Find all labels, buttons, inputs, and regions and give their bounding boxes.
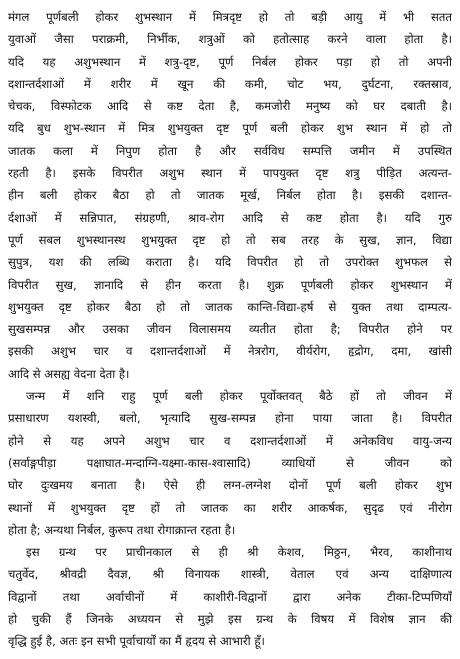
text-line: होने से यह अपने अशुभ चार व दशान्तर्दशाओं में अनेकविध वायु-जन्य [8,433,452,448]
text-line: स्थानों में शुभयुक्त दृष्ट हों तो जातक का शरीर आकर्षक, सुदृढ एवं नीरोग [8,500,452,515]
paragraph-shani-rahu [8,385,452,541]
text-line: पूर्ण सबल शुभस्थानस्थ शुभयुक्त दृष्ट हो तो सब तरह के सुख, ज्ञान, विद्या [8,232,452,247]
text-line: सुखसम्पन्न और उसका जीवन विलासमय व्यतीत होता है; विपरीत होने पर [8,322,452,337]
text-line: विद्वानों तथा अर्वाचीनों में काशीरी-विद्वानों द्वारा अनेक टीका-टिप्पणियाँ [8,589,452,604]
text-line: रहती है। इसके विपरीत अशुभ स्थान में पापयुक्त दृष्ट शत्रु पीड़ित अत्यन्त- [8,166,452,181]
text-line: युवाओं जैसा पराक्रमी, निर्भीक, शत्रुओं को हतोत्साह करने वाला होता है। [8,32,452,47]
paragraph-acknowledgement [8,541,452,652]
text-line: वृद्धि हुई है, अतः इन सभी पूर्वाचार्यों का मैं हृदय से आभारी हूँ। [8,634,265,649]
text-line: प्रसाधारण यशस्वी, बलो, भृत्यादि सुख-सम्पन्न होना पाया जाता है। विपरीत [8,411,452,426]
text-line: हो चुकी हैं जिनके अध्ययन से मुझे इस ग्रन्थ के विषय में विशेष ज्ञान की [8,612,452,627]
text-line: आदि से असह्य वेदना देता है। [8,366,130,381]
text-line: मंगल पूर्णबली होकर शुभस्थान में मित्रदृष्ट हो तो बड़ी आयु में भी सतत [8,10,452,24]
text-line: विपरीत सुख, ज्ञानादि से हीन करता है। शुक्र पूर्णबली होकर शुभस्थान में [8,277,452,292]
text-line: चेचक, विस्फोटक आदि से कष्ट देता है, कमजोरी मनुष्य को घर दबाती है। [8,99,452,114]
paragraph-planet-results [8,6,452,385]
text-line: चतुर्वेद, श्रीवद्री दैवज्ञ, श्री विनायक शास्त्री, वेताल एवं अन्य दाक्षिणात्य [8,567,452,582]
text-line: हीन बली होकर बैठा हो तो जातक मूर्ख, निर्बल होता है। इसकी दशान्त- [8,188,452,203]
text-line: दशान्तर्दशाओं में शरीर में खून की कमी, चोट भय, दुर्घटना, रक्तस्राव, [8,76,452,91]
text-line: र्दशाओं में सन्निपात, संग्रहणी, श्राव-रोग आदि से कष्ट होता है। यदि गुरु [8,210,452,225]
text-line: यदि यह अशुभस्थान में शत्रु-दृष्ट, पूर्ण निर्बल होकर पड़ा हो तो अपनी [8,54,452,69]
text-line: शुभयुक्त दृष्ट होकर बैठा हो तो जातक कान्ति-विद्या-हर्ष से युक्त तथा दाम्पत्य- [8,299,452,314]
text-line: इसकी अशुभ चार व दशान्तर्दशाओं में नेत्ररोग, वीर्यरोग, हृद्रोग, दमा, खांसी [8,344,452,359]
text-line: सुपुत्र, यश की लब्धि कराता है। यदि विपरीत हो तो उपरोक्त शुभफल से [8,255,452,270]
text-line: घोर दुःखमय बनाता है। ऐसे ही लग्न-लग्नेश दोनों पूर्ण बली होकर शुभ [8,478,452,493]
text-line: होता है; अन्यथा निर्बल, कुरूप तथा रोगाक्रान्त रहता है। [8,522,236,537]
text-line: इस ग्रन्थ पर प्राचीनकाल से ही श्री केशव, मिठ्ठन, भैरव, काशीनाथ [26,545,452,560]
text-line: जन्म में शनि राहु पूर्ण बली होकर पूर्वोक्तवत् बैठे हों तो जीवन में [26,389,452,404]
text-line: यदि बुध शुभ-स्थान में मित्र शुभयुक्त दृष्ट पूर्ण बली होकर शुभ स्थान में हो तो [8,121,452,136]
text-line: जातक कला में निपुण होता है और सर्वविध सम्पत्ति जमीन में उपस्थित [8,143,452,158]
text-line: (सर्वाङ्गपीड़ा पक्षाघात-मन्दाग्नि-यक्ष्मा-कास-श्वासादि) व्याधियों से जीवन को [8,455,452,470]
